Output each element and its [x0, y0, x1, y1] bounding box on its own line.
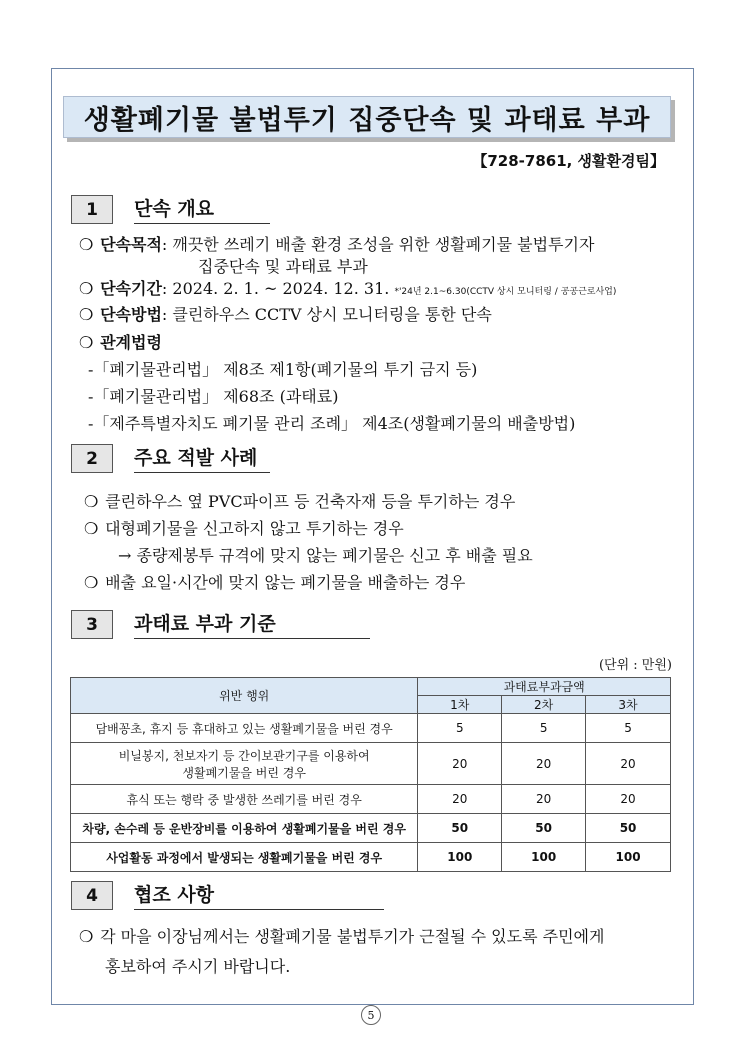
unit-label: (단위 : 만원)	[598, 658, 672, 673]
violation-act: 사업활동 과정에서 발생되는 생활폐기물을 버린 경우	[71, 843, 418, 872]
violation-act: 담배꽁초, 휴지 등 휴대하고 있는 생활폐기물을 버린 경우	[71, 714, 418, 743]
case-text: 클린하우스 옆 PVC파이프 등 건축자재 등을 투기하는 경우	[105, 492, 516, 511]
fine-3rd: 100	[586, 843, 671, 872]
violation-act-line1: 비닐봉지, 천보자기 등 간이보관기구를 이용하여	[118, 748, 370, 763]
violation-act: 차량, 손수레 등 운반장비를 이용하여 생활폐기물을 버린 경우	[71, 814, 418, 843]
bullet-icon: ❍	[84, 492, 99, 511]
period-line	[79, 276, 616, 299]
fine-2nd: 100	[502, 843, 586, 872]
fine-3rd: 5	[586, 714, 671, 743]
violation-act	[71, 743, 418, 785]
section-2-title: 주요 적발 사례	[134, 443, 270, 473]
law-line	[79, 330, 162, 353]
section-4-number: 4	[71, 881, 113, 910]
method-label: 단속방법	[100, 305, 162, 324]
bullet-icon: ❍	[84, 519, 99, 538]
page-number: 5	[361, 1005, 381, 1025]
table-row	[71, 814, 671, 843]
fine-1st: 5	[418, 714, 502, 743]
case-subnote: → 종량제봉투 규격에 맞지 않는 폐기물은 신고 후 배출 필요	[118, 546, 533, 565]
bullet-icon: ❍	[79, 333, 94, 352]
purpose-line	[79, 232, 594, 255]
period-note: *'24년 2.1~6.30(CCTV 상시 모니터링 / 공공근로사업)	[394, 287, 617, 297]
fine-3rd: 20	[586, 743, 671, 785]
fine-1st: 20	[418, 785, 502, 814]
purpose-text-2: 집중단속 및 과태료 부과	[198, 257, 368, 276]
violation-act-line2: 생활폐기물을 버린 경우	[182, 765, 306, 780]
bullet-icon: ❍	[79, 279, 94, 298]
method-line	[79, 302, 492, 325]
header-act: 위반 행위	[71, 678, 418, 714]
fine-3rd: 20	[586, 785, 671, 814]
header-2nd: 2차	[502, 696, 586, 714]
section-3-number: 3	[71, 610, 113, 639]
contact-info: 【728-7861, 생활환경팀】	[472, 152, 665, 170]
fine-2nd: 20	[502, 743, 586, 785]
bullet-icon: ❍	[84, 573, 99, 592]
cooperation-line	[79, 924, 604, 947]
section-3-title: 과태료 부과 기준	[134, 609, 370, 639]
fine-table	[70, 677, 671, 872]
fine-1st: 20	[418, 743, 502, 785]
table-row	[71, 714, 671, 743]
purpose-text: : 깨끗한 쓰레기 배출 환경 조성을 위한 생활폐기물 불법투기자	[161, 235, 595, 254]
case-text: 대형폐기물을 신고하지 않고 투기하는 경우	[105, 519, 404, 538]
case-item	[84, 489, 515, 512]
header-1st: 1차	[418, 696, 502, 714]
table-row	[71, 785, 671, 814]
bullet-icon: ❍	[79, 235, 94, 254]
section-4-title: 협조 사항	[134, 880, 384, 910]
law-item: -「폐기물관리법」 제68조 (과태료)	[88, 387, 339, 406]
page-title: 생활폐기물 불법투기 집중단속 및 과태료 부과	[63, 96, 671, 138]
section-2-number: 2	[71, 444, 113, 473]
fine-2nd: 20	[502, 785, 586, 814]
fine-2nd: 5	[502, 714, 586, 743]
section-1-title: 단속 개요	[134, 194, 270, 224]
period-label: 단속기간	[100, 279, 162, 298]
law-item: -「제주특별자치도 폐기물 관리 조례」 제4조(생활폐기물의 배출방법)	[88, 414, 576, 433]
law-label: 관계법령	[100, 333, 162, 352]
cooperation-text: 각 마을 이장님께서는 생활폐기물 불법투기가 근절될 수 있도록 주민에게	[100, 927, 605, 946]
cooperation-text-2: 홍보하여 주시기 바랍니다.	[105, 957, 291, 976]
table-row	[71, 743, 671, 785]
fine-3rd: 50	[586, 814, 671, 843]
fine-1st: 50	[418, 814, 502, 843]
bullet-icon: ❍	[79, 927, 94, 946]
case-item	[84, 516, 404, 539]
method-text: : 클린하우스 CCTV 상시 모니터링을 통한 단속	[161, 305, 492, 324]
fine-1st: 100	[418, 843, 502, 872]
bullet-icon: ❍	[79, 305, 94, 324]
law-item: -「폐기물관리법」 제8조 제1항(폐기물의 투기 금지 등)	[88, 360, 478, 379]
header-3rd: 3차	[586, 696, 671, 714]
period-text: : 2024. 2. 1. ~ 2024. 12. 31.	[161, 279, 390, 298]
fine-2nd: 50	[502, 814, 586, 843]
case-text: 배출 요일·시간에 맞지 않는 폐기물을 배출하는 경우	[105, 573, 466, 592]
header-amount: 과태료부과금액	[418, 678, 671, 696]
table-row	[71, 843, 671, 872]
violation-act: 휴식 또는 행락 중 발생한 쓰레기를 버린 경우	[71, 785, 418, 814]
section-1-number: 1	[71, 195, 113, 224]
purpose-label: 단속목적	[100, 235, 162, 254]
case-item	[84, 570, 465, 593]
